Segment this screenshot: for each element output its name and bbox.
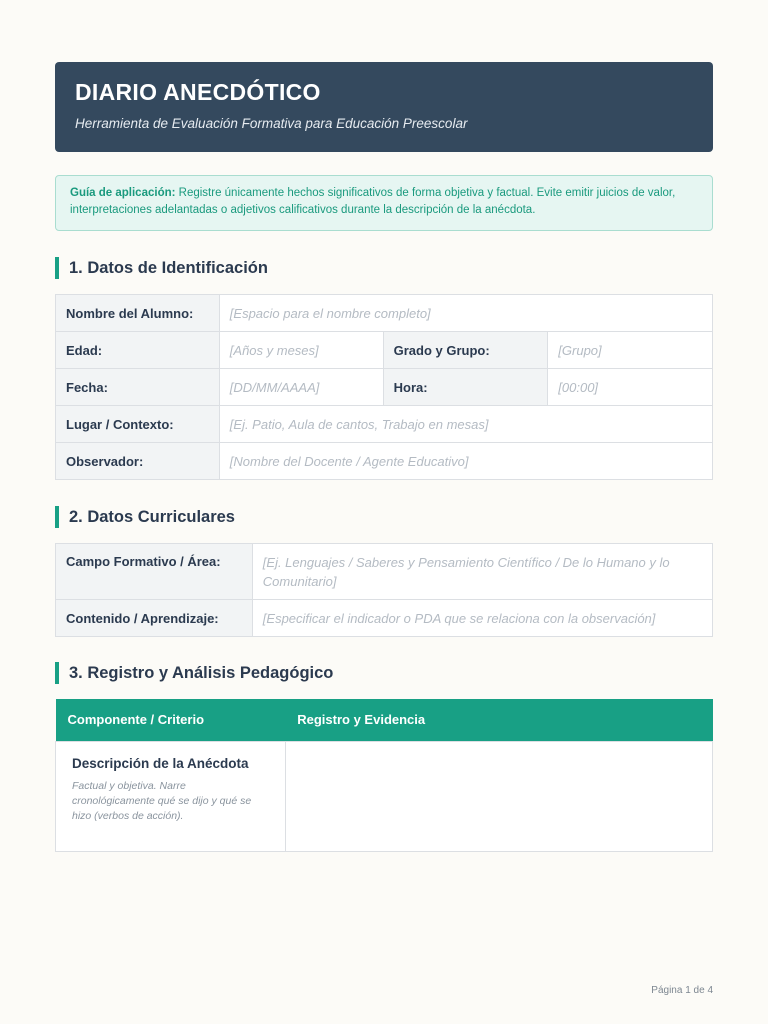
section-title-curricular: 2. Datos Curriculares	[55, 506, 235, 528]
criterion-cell	[56, 741, 286, 851]
document-subtitle: Herramienta de Evaluación Formativa para Educación Preescolar	[75, 116, 468, 131]
table-row	[56, 295, 713, 332]
section-title-identification: 1. Datos de Identificación	[55, 257, 268, 279]
field-input-campo[interactable]: [Ej. Lenguajes / Saberes y Pensamiento Científico / De lo Humano y lo Comunitario]	[252, 544, 712, 600]
table-row	[56, 741, 713, 851]
field-input-hora[interactable]: [00:00]	[548, 369, 713, 406]
document-title: DIARIO ANECDÓTICO	[75, 79, 321, 105]
field-input-observador[interactable]: [Nombre del Docente / Agente Educativo]	[219, 443, 712, 480]
curricular-table	[55, 543, 713, 637]
field-label-observador: Observador:	[56, 443, 220, 480]
section-title-registro: 3. Registro y Análisis Pedagógico	[55, 662, 333, 684]
page-number: Página 1 de 4	[651, 985, 713, 996]
table-row	[56, 406, 713, 443]
table-row	[56, 369, 713, 406]
document-header	[55, 62, 713, 152]
identification-table	[55, 294, 713, 480]
field-input-contenido[interactable]: [Especificar el indicador o PDA que se relaciona con la observación]	[252, 600, 712, 637]
field-label-hora: Hora:	[383, 369, 548, 406]
field-label-grado: Grado y Grupo:	[383, 332, 548, 369]
application-guide	[55, 175, 713, 231]
field-label-nombre: Nombre del Alumno:	[56, 295, 220, 332]
evidence-input[interactable]	[285, 741, 712, 851]
column-header-registro: Registro y Evidencia	[285, 699, 712, 741]
guide-label: Guía de aplicación:	[70, 187, 176, 199]
field-input-nombre[interactable]: [Espacio para el nombre completo]	[219, 295, 712, 332]
table-header-row	[56, 699, 713, 741]
table-row	[56, 544, 713, 600]
field-label-contenido: Contenido / Aprendizaje:	[56, 600, 253, 637]
criterion-title: Descripción de la Anécdota	[72, 755, 249, 771]
field-label-lugar: Lugar / Contexto:	[56, 406, 220, 443]
field-input-edad[interactable]: [Años y meses]	[219, 332, 383, 369]
field-input-fecha[interactable]: [DD/MM/AAAA]	[219, 369, 383, 406]
column-header-componente: Componente / Criterio	[56, 699, 286, 741]
field-label-fecha: Fecha:	[56, 369, 220, 406]
field-input-lugar[interactable]: [Ej. Patio, Aula de cantos, Trabajo en mesas]	[219, 406, 712, 443]
criterion-description: Factual y objetiva. Narre cronológicamente qué se dijo y qué se hizo (verbos de acción).	[72, 779, 252, 822]
registro-table	[55, 699, 713, 852]
field-label-campo: Campo Formativo / Área:	[56, 544, 253, 600]
table-row	[56, 332, 713, 369]
table-row	[56, 443, 713, 480]
field-label-edad: Edad:	[56, 332, 220, 369]
table-row	[56, 600, 713, 637]
guide-text: Registre únicamente hechos significativos de forma objetiva y factual. Evite emitir juicios de valor, interpretaciones adelantadas o adjetivos calificativos durante la descripción de la anécdota.	[70, 187, 676, 216]
field-input-grado[interactable]: [Grupo]	[548, 332, 713, 369]
